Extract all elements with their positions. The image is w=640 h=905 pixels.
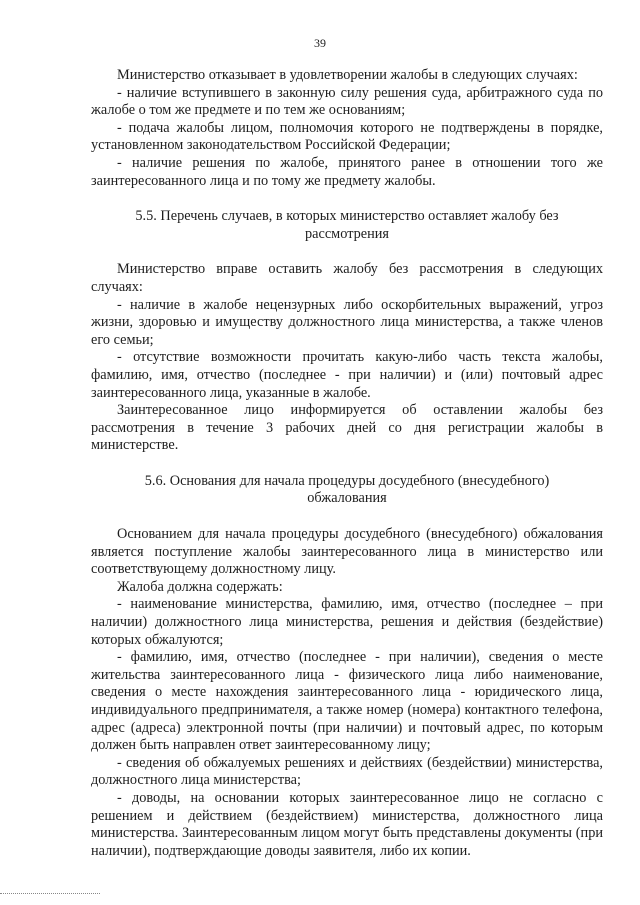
paragraph-refusal-intro: Министерство отказывает в удовлетворении жалобы в следующих случаях: <box>117 67 578 83</box>
list-item-refusal-2: - подача жалобы лицом, полномочия которого не подтверждены в порядке, установленном законодательством Российской Федерации; <box>91 119 603 154</box>
list-item-5-6-4: - доводы, на основании которых заинтересованное лицо не согласно с решением и действием (бездействием) министерства, должностного лица министерства. Заинтересованным лицом могут быть представлены документы (при наличии), подтверждающие доводы заявителя, либо их копии. <box>91 789 603 859</box>
document-body <box>91 67 603 860</box>
list-item-5-5-2: - отсутствие возможности прочитать какую-либо часть текста жалобы, фамилию, имя, отчество (последнее - при наличии) и (или) почтовый адрес заинтересованного лица, указанные в жалобе. <box>91 349 603 401</box>
section-heading-5-6: 5.6. Основания для начала процедуры досудебного (внесудебного) обжалования <box>144 472 550 507</box>
page-number: 39 <box>314 36 326 50</box>
list-item-5-6-2: - фамилию, имя, отчество (последнее - при наличии), сведения о месте жительства заинтересованного лица - физического лица либо наименование, сведения о месте нахождения заинтересованного лица - юридического лица, индивидуального предпринимателя, а также номер (номера) контактного телефона, адрес (адреса) электронной почты (при наличии) и почтовый адрес, по которым должен быть направлен ответ заинтересованному лицу; <box>91 649 603 754</box>
paragraph-5-6-intro: Основанием для начала процедуры досудебного (внесудебного) обжалования является поступление жалобы заинтересованного лица в министерство или соответствующему должностному лицу. <box>91 526 603 578</box>
paragraph-5-6-must-contain: Жалоба должна содержать: <box>117 578 283 595</box>
list-item-5-5-1: - наличие в жалобе нецензурных либо оскорбительных выражений, угроз жизни, здоровью и имуществу должностного лица министерства, а также членов его семьи; <box>91 296 603 348</box>
scan-footer-line <box>0 893 100 894</box>
list-item-5-6-3: - сведения об обжалуемых решениях и действиях (бездействии) министерства, должностного лица министерства; <box>91 754 603 789</box>
list-item-refusal-3: - наличие решения по жалобе, принятого ранее в отношении того же заинтересованного лица и по тому же предмету жалобы. <box>91 154 603 189</box>
list-item-refusal-1: - наличие вступившего в законную силу решения суда, арбитражного суда по жалобе о том же предмете и по тем же основаниям; <box>91 84 603 119</box>
paragraph-5-5-closing: Заинтересованное лицо информируется об оставлении жалобы без рассмотрения в течение 3 рабочих дней со дня регистрации жалобы в министерстве. <box>91 402 603 454</box>
section-heading-5-5: 5.5. Перечень случаев, в которых министерство оставляет жалобу без рассмотрения <box>135 208 559 242</box>
list-item-5-6-1: - наименование министерства, фамилию, имя, отчество (последнее – при наличии) должностного лица министерства, решения и действия (бездействие) которых обжалуются; <box>91 596 603 648</box>
paragraph-5-5-intro: Министерство вправе оставить жалобу без рассмотрения в следующих случаях: <box>91 261 603 295</box>
